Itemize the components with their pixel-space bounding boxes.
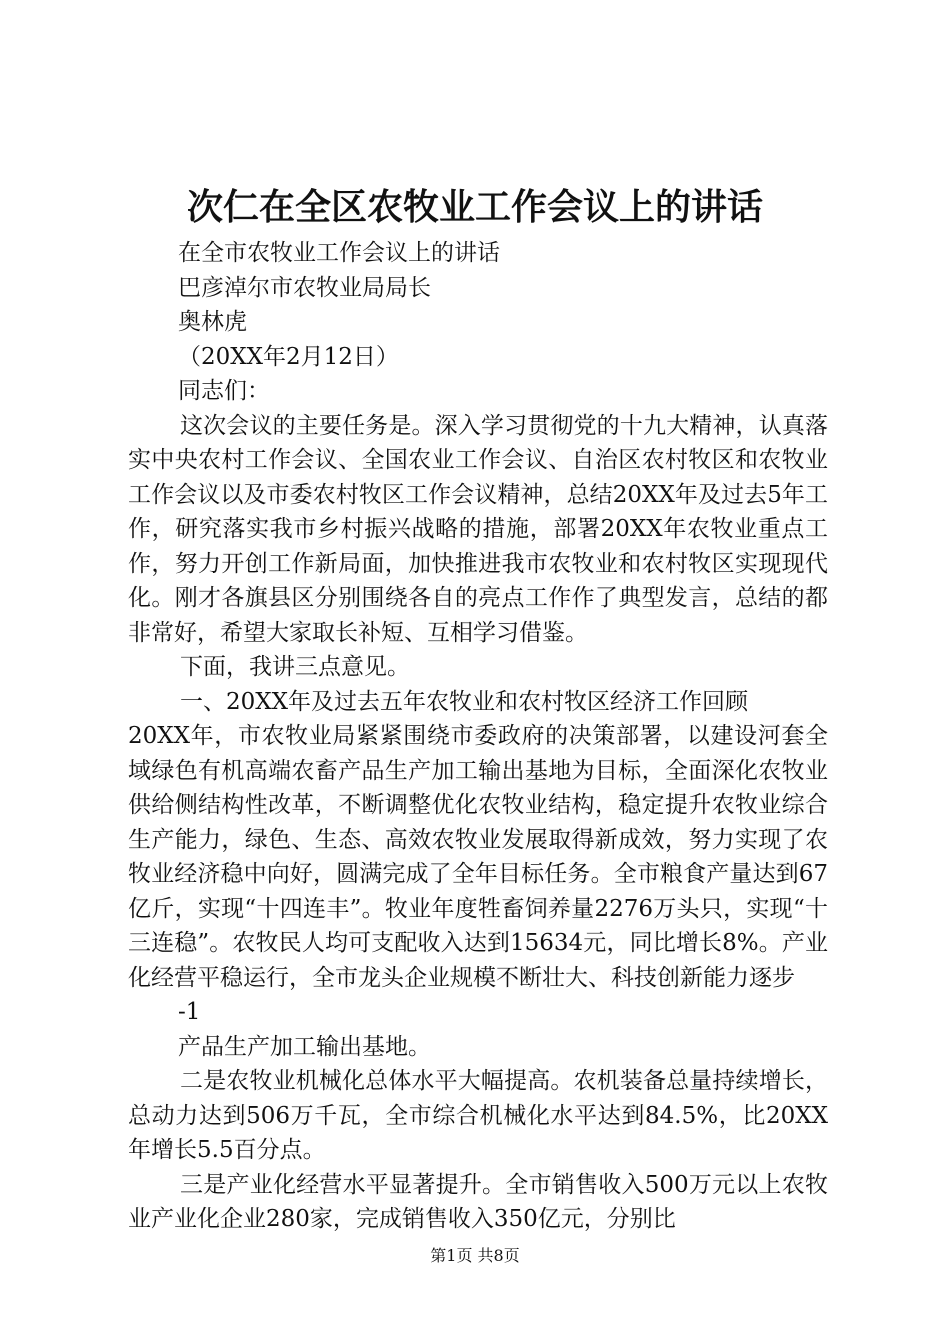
paragraph-intro: 这次会议的主要任务是。深入学习贯彻党的十九大精神，认真落实中央农村工作会议、全国农业工作会议、自治区农村牧区和农牧业工作会议以及市委农村牧区工作会议精神，总结20XX年及过去5年工作，研究落实我市乡村振兴战略的措施，部署20XX年农牧业重点工作，努力开创工作新局面，加快推进我市农牧业和农村牧区实现现代化。刚才各旗县区分别围绕各自的亮点工作作了典型发言，总结的都非常好，希望大家取长补短、互相学习借鉴。	[128, 412, 828, 646]
paragraph-review-body: 20XX年，市农牧业局紧紧围绕市委政府的决策部署，以建设河套全域绿色有机高端农畜产品生产加工输出基地为目标，全面深化农牧业供给侧结构性改革，不断调整优化农牧业结构，稳定提升农牧业综合生产能力，绿色、生态、高效农牧业发展取得新成效，努力实现了农牧业经济稳中向好，圆满完成了全年目标任务。全市粮食产量达到67亿斤，实现“十四连丰”。牧业年度牲畜饲养量2276万头只，实现“十三连稳”。农牧民人均可支配收入达到15634元，同比增长8%。产业化经营平稳运行，全市龙头企业规模不断壮大、科技创新能力逐步	[128, 723, 828, 991]
paragraph-mechanization: 二是农牧业机械化总体水平大幅提高。农机装备总量持续增长，总动力达到506万千瓦，全市综合机械化水平达到84.5%，比20XX年增长5.5百分点。	[128, 1068, 828, 1163]
salutation-line: 同志们：	[178, 378, 270, 404]
author-title-line: 巴彦淖尔市农牧业局局长	[178, 274, 431, 301]
subtitle-line: 在全市农牧业工作会议上的讲话	[178, 240, 500, 266]
date-line: （20XX年2月12日）	[178, 343, 399, 370]
author-name-line: 奥林虎	[178, 309, 247, 335]
document-body	[128, 236, 828, 1237]
page-marker: -1	[178, 999, 201, 1025]
page-footer: 第1页 共8页	[430, 1246, 520, 1265]
document-title: 次仁在全区农牧业工作会议上的讲话	[186, 187, 763, 228]
paragraph-industrialization: 三是产业化经营水平显著提升。全市销售收入500万元以上农牧业产业化企业280家，完成销售收入350亿元，分别比	[128, 1171, 828, 1232]
fragment-line: 产品生产加工输出基地。	[178, 1033, 431, 1060]
paragraph-three-points: 下面，我讲三点意见。	[180, 654, 410, 680]
section-heading-review: 一、20XX年及过去五年农牧业和农村牧区经济工作回顾	[180, 688, 749, 715]
